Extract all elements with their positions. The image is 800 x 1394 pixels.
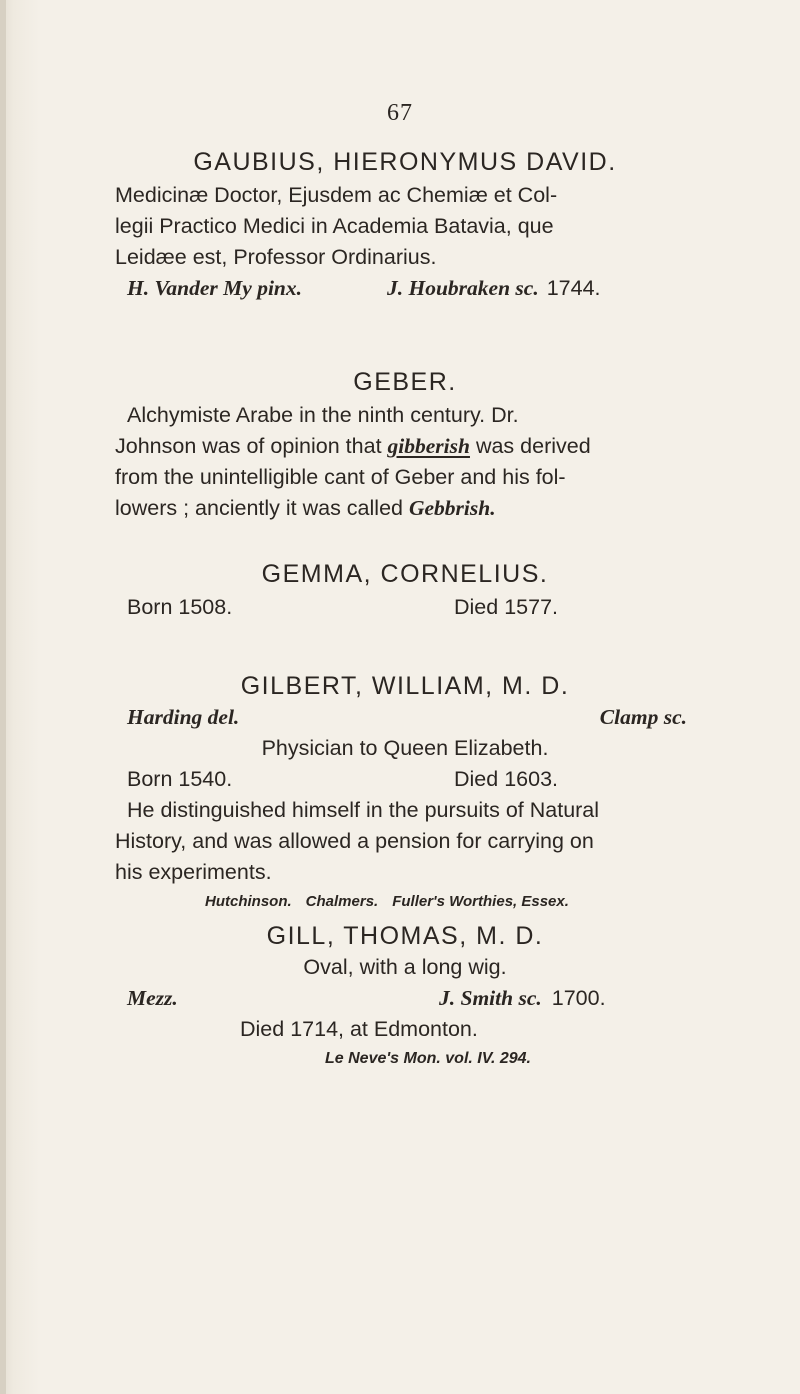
entry-heading: GILBERT, WILLIAM, M. D. bbox=[240, 672, 570, 700]
born-date: Born 1508. bbox=[127, 595, 233, 619]
entry-gemma bbox=[115, 558, 695, 623]
text-segment: Johnson was of opinion that bbox=[115, 434, 382, 458]
entry-text-line: Oval, with a long wig. bbox=[303, 955, 507, 979]
entry-text-line: Alchymiste Arabe in the ninth century. Dr. bbox=[127, 403, 519, 427]
engraving-credit bbox=[115, 702, 695, 733]
page-edge bbox=[0, 0, 6, 1394]
source-line: Le Neve's Mon. vol. IV. 294. bbox=[325, 1050, 531, 1067]
engraver-credit: J. Houbraken sc. bbox=[387, 276, 539, 300]
died-date: Died 1603. bbox=[454, 767, 558, 791]
source-hutchinson: Hutchinson. bbox=[205, 893, 292, 910]
entry-gilbert bbox=[115, 670, 695, 916]
died-date: Died 1577. bbox=[454, 595, 558, 619]
entry-heading: GEBER. bbox=[353, 368, 457, 396]
emphasis-word: Gebbrish. bbox=[408, 496, 496, 520]
technique-credit: Mezz. bbox=[127, 986, 178, 1010]
engraver-credit: Clamp sc. bbox=[599, 705, 687, 729]
entry-text-line: History, and was allowed a pension for carrying on bbox=[115, 829, 594, 853]
entry-text-line: Medicinæ Doctor, Ejusdem ac Chemiæ et Col- bbox=[115, 183, 558, 207]
text-segment: was derived bbox=[475, 434, 591, 458]
entry-text-line: his experiments. bbox=[115, 860, 272, 884]
engraving-year: 1700. bbox=[551, 986, 606, 1010]
entry-heading: GEMMA, CORNELIUS. bbox=[261, 560, 549, 588]
born-date: Born 1540. bbox=[127, 767, 233, 791]
painter-credit: H. Vander My pinx. bbox=[127, 276, 303, 300]
entry-text-line: Died 1714, at Edmonton. bbox=[240, 1017, 478, 1041]
page-number: 67 bbox=[387, 100, 413, 126]
source-chalmers: Chalmers. bbox=[305, 893, 379, 910]
engraver-credit: J. Smith sc. bbox=[439, 986, 542, 1010]
entry-text-line: legii Practico Medici in Academia Batavia, que bbox=[115, 214, 554, 238]
emphasis-word: gibberish bbox=[387, 434, 470, 458]
artist-credit: Harding del. bbox=[127, 705, 240, 729]
entry-text-line bbox=[115, 493, 695, 524]
entry-text-line: from the unintelligible cant of Geber and his fol- bbox=[115, 465, 566, 489]
entry-gaubius bbox=[115, 146, 695, 304]
life-dates bbox=[115, 592, 695, 623]
entry-text-line: Leidæe est, Professor Ordinarius. bbox=[115, 245, 437, 269]
entry-heading: GAUBIUS, HIERONYMUS DAVID. bbox=[193, 148, 617, 176]
source-fuller: Fuller's Worthies, Essex. bbox=[392, 893, 569, 910]
text-segment: lowers ; anciently it was called bbox=[115, 496, 403, 520]
engraving-year: 1744. bbox=[546, 276, 601, 300]
life-dates bbox=[115, 764, 695, 795]
entry-gill bbox=[115, 920, 695, 1073]
entry-text-line bbox=[115, 431, 695, 462]
engraving-credit bbox=[115, 983, 695, 1014]
entry-text-line: Physician to Queen Elizabeth. bbox=[261, 736, 549, 760]
entry-geber bbox=[115, 366, 695, 524]
entry-heading: GILL, THOMAS, M. D. bbox=[266, 922, 544, 950]
sources-line bbox=[115, 888, 695, 916]
engraving-credit bbox=[115, 273, 695, 304]
entry-text-line: He distinguished himself in the pursuits of Natural bbox=[127, 798, 600, 822]
